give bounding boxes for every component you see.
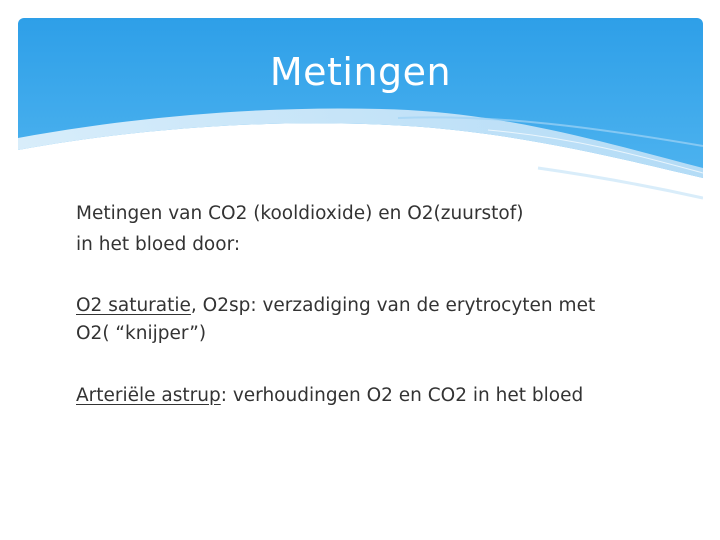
paragraph-saturation: [76, 292, 676, 348]
saturation-text-line-1: , O2sp: verzadiging van de erytrocyten met: [190, 295, 596, 316]
intro-line-1: Metingen van CO2 (kooldioxide) en O2(zuurstof): [76, 203, 524, 224]
term-o2-saturatie: O2 saturatie: [76, 295, 191, 316]
paragraph-intro: [76, 198, 676, 260]
astrup-text: : verhoudingen O2 en CO2 in het bloed: [220, 385, 584, 406]
slide-body: [76, 198, 676, 411]
banner-background: [18, 18, 703, 203]
term-arteriele-astrup: Arteriële astrup: [76, 385, 221, 406]
paragraph-astrup: [76, 380, 676, 411]
saturation-text-line-2: O2( “knijper”): [76, 323, 207, 344]
intro-line-2: in het bloed door:: [76, 234, 241, 255]
title-banner: [18, 18, 703, 203]
slide-title: Metingen: [269, 50, 452, 94]
